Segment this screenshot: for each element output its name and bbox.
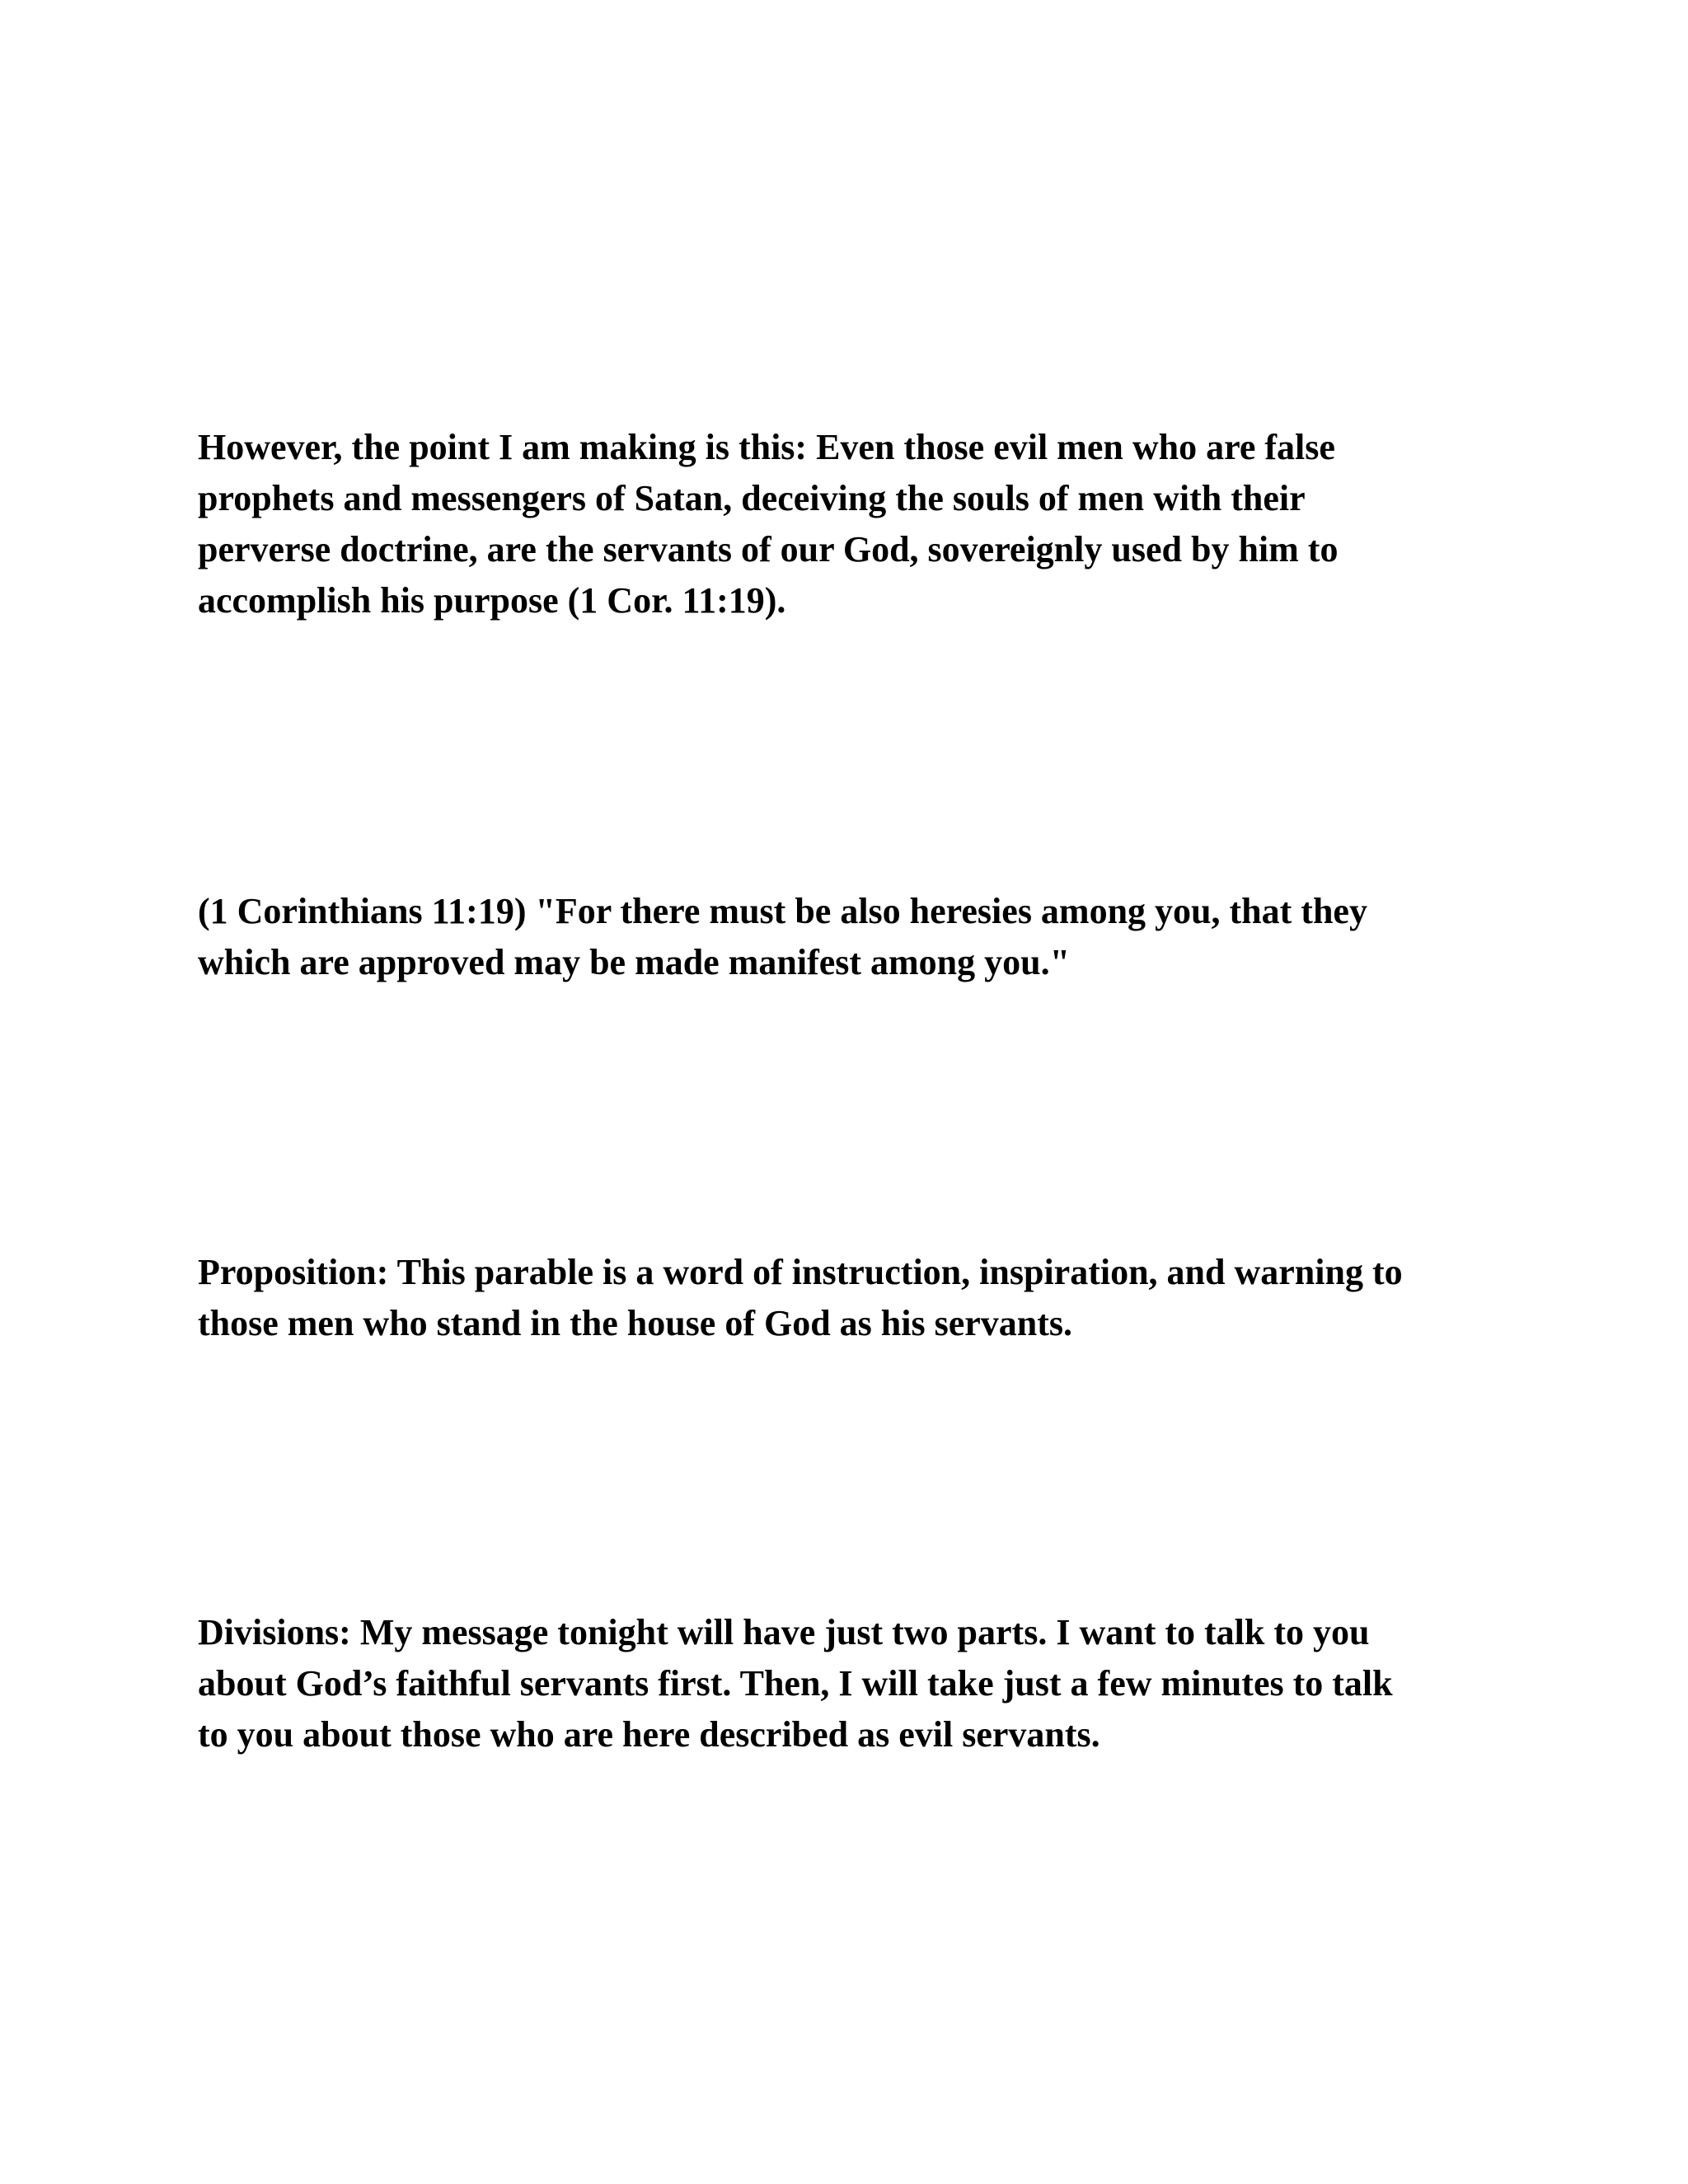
text-line: Divisions: My message tonight will have just two parts. I want to talk to you bbox=[198, 1612, 1370, 1652]
text-line: about God’s faithful servants first. Then, I will take just a few minutes to talk bbox=[198, 1663, 1393, 1704]
text-line: (1 Corinthians 11:19) "For there must be also heresies among you, that they bbox=[198, 891, 1367, 931]
paragraph-false-prophets bbox=[198, 422, 1525, 626]
text-line: However, the point I am making is this: Even those evil men who are false bbox=[198, 427, 1335, 467]
text-line: Proposition: This parable is a word of instruction, inspiration, and warning to bbox=[198, 1252, 1403, 1292]
text-line: which are approved may be made manifest among you." bbox=[198, 942, 1071, 982]
paragraph-proposition bbox=[198, 1247, 1525, 1349]
text-line: prophets and messengers of Satan, deceiving the souls of men with their bbox=[198, 478, 1306, 518]
text-line: those men who stand in the house of God as his servants. bbox=[198, 1303, 1073, 1343]
text-line: accomplish his purpose (1 Cor. 11:19). bbox=[198, 580, 786, 621]
paragraph-divisions bbox=[198, 1607, 1525, 1760]
text-line: to you about those who are here described as evil servants. bbox=[198, 1714, 1100, 1755]
text-line: perverse doctrine, are the servants of our God, sovereignly used by him to bbox=[198, 529, 1339, 569]
paragraph-scripture-quote bbox=[198, 886, 1525, 988]
